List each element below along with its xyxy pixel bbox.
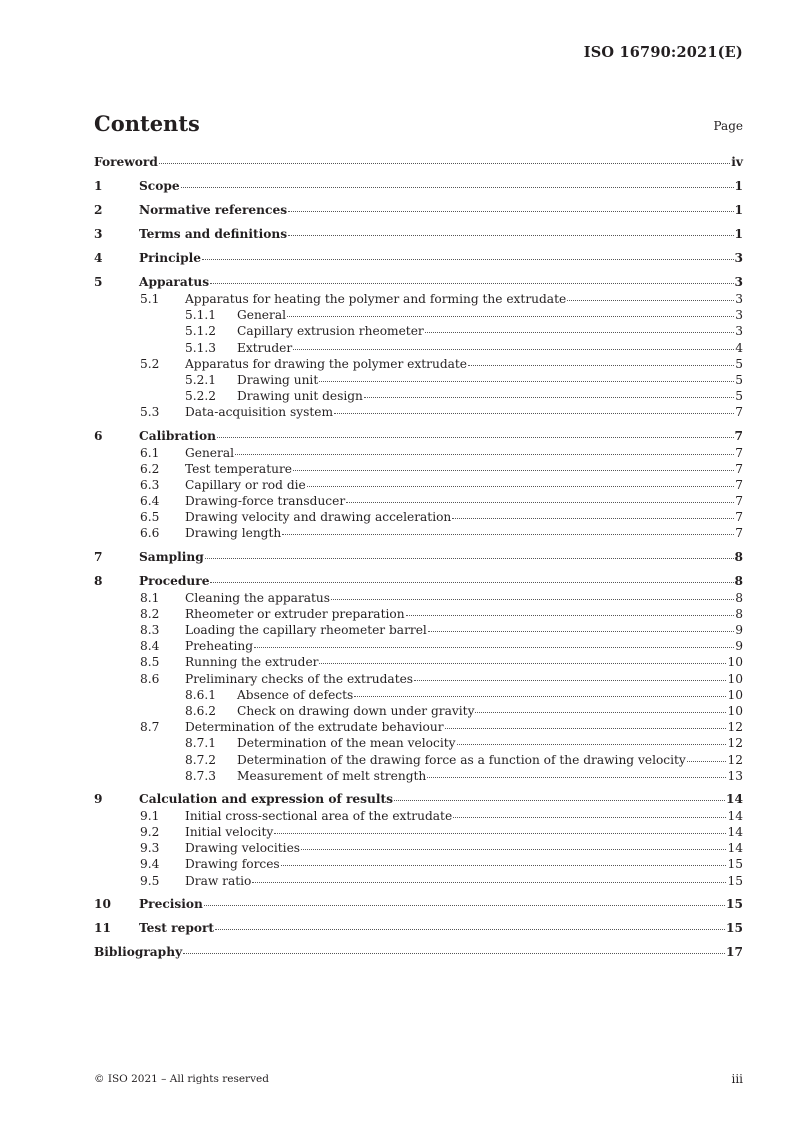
toc-entry[interactable]: [94, 623, 743, 639]
toc-entry[interactable]: [94, 550, 743, 567]
toc-entry-page: 9: [735, 623, 743, 637]
toc-entry-title: Initial velocity: [185, 825, 274, 840]
toc-spacer: [94, 268, 743, 275]
toc-leader-dots: [425, 331, 734, 333]
toc-entry[interactable]: [94, 324, 743, 340]
toc-leader-dots: [457, 743, 727, 745]
toc-leader-dots: [346, 501, 734, 503]
toc-entry[interactable]: [94, 736, 743, 752]
toc-entry-title: Calibration: [139, 428, 216, 443]
toc-entry-number: 8.1: [140, 590, 160, 605]
toc-entry[interactable]: [94, 155, 743, 172]
toc-entry-title: Extruder: [237, 340, 293, 355]
toc-entry-page: 15: [726, 896, 743, 911]
toc-entry-page: 3: [735, 308, 743, 323]
toc-entry[interactable]: [94, 753, 743, 769]
toc-entry-number: 5.2: [140, 356, 160, 371]
toc-entry-page: 1: [734, 203, 743, 217]
toc-entry-number: 6.5: [140, 510, 160, 525]
toc-entry-page: 1: [734, 179, 743, 193]
toc-entry-number: 6.4: [140, 494, 160, 509]
toc-entry-number: 5: [94, 275, 103, 289]
page-column-label: Page: [713, 119, 743, 133]
toc-entry-number: 4: [94, 251, 103, 265]
toc-leader-dots: [254, 646, 734, 648]
toc-entry-number: 11: [94, 920, 111, 935]
toc-entry[interactable]: [94, 357, 743, 373]
toc-entry[interactable]: [94, 921, 743, 938]
toc-entry[interactable]: [94, 720, 743, 736]
toc-leader-dots: [331, 598, 734, 600]
toc-entry[interactable]: [94, 292, 743, 308]
toc-entry-number: 5.3: [140, 405, 160, 420]
toc-leader-dots: [567, 299, 734, 301]
toc-entry-title: Determination of the mean velocity: [237, 736, 456, 751]
toc-entry-page: 5: [735, 372, 743, 387]
toc-entry-page: 7: [735, 477, 743, 492]
toc-entry-title: Preliminary checks of the extrudates: [185, 671, 414, 686]
toc-entry-page: 7: [735, 445, 743, 460]
document-id: ISO 16790:2021(E): [583, 44, 743, 61]
table-of-contents: [94, 155, 743, 962]
toc-entry-number: 6.3: [140, 477, 160, 492]
toc-entry[interactable]: [94, 874, 743, 890]
toc-entry[interactable]: [94, 574, 743, 591]
toc-entry[interactable]: [94, 446, 743, 462]
toc-entry[interactable]: [94, 809, 743, 825]
toc-entry[interactable]: [94, 688, 743, 704]
toc-entry-number: 6.2: [140, 461, 160, 476]
toc-entry-title: Cleaning the apparatus: [185, 590, 331, 605]
toc-entry[interactable]: [94, 429, 743, 446]
toc-entry-page: 15: [727, 873, 743, 888]
toc-entry[interactable]: [94, 341, 743, 357]
toc-entry-title: Drawing velocity and drawing acceleration: [185, 510, 452, 525]
toc-spacer: [94, 220, 743, 227]
toc-entry-number: 9.1: [140, 808, 160, 823]
toc-entry-page: 12: [727, 736, 743, 751]
toc-entry-number: 9.2: [140, 825, 160, 840]
toc-entry-title: Capillary or rod die: [185, 477, 306, 492]
toc-entry[interactable]: [94, 857, 743, 873]
toc-entry-number: 8.6: [140, 671, 160, 686]
toc-entry-title: Calculation and expression of results: [139, 791, 393, 806]
toc-entry[interactable]: [94, 251, 743, 268]
toc-entry[interactable]: [94, 655, 743, 671]
toc-entry-page: 12: [727, 752, 743, 767]
toc-entry-page: 14: [726, 791, 743, 806]
toc-entry[interactable]: [94, 308, 743, 324]
toc-entry[interactable]: [94, 462, 743, 478]
toc-entry-page: 13: [727, 768, 743, 783]
toc-entry-title: Check on drawing down under gravity: [237, 703, 475, 718]
toc-entry[interactable]: [94, 591, 743, 607]
toc-entry-number: 9: [94, 791, 103, 806]
toc-entry-title: Normative references: [139, 203, 288, 217]
toc-entry[interactable]: [94, 704, 743, 720]
toc-spacer: [94, 172, 743, 179]
toc-entry-page: 7: [735, 405, 743, 420]
toc-entry-page: 8: [734, 549, 743, 564]
toc-spacer: [94, 938, 743, 945]
toc-entry[interactable]: [94, 478, 743, 494]
toc-leader-dots: [235, 453, 734, 455]
toc-entry-page: iv: [731, 155, 743, 169]
toc-entry[interactable]: [94, 227, 743, 244]
toc-entry-page: 8: [735, 606, 743, 621]
toc-entry-page: 1: [734, 227, 743, 241]
toc-entry-page: 3: [734, 251, 743, 265]
toc-leader-dots: [293, 469, 734, 471]
toc-leader-dots: [274, 832, 726, 834]
toc-spacer: [94, 567, 743, 574]
toc-entry-page: 9: [735, 639, 743, 654]
toc-leader-dots: [181, 186, 734, 188]
toc-leader-dots: [217, 436, 734, 438]
toc-leader-dots: [301, 848, 726, 850]
toc-entry-number: 6.1: [140, 445, 160, 460]
toc-entry-title: Drawing unit design: [237, 389, 363, 404]
toc-leader-dots: [204, 904, 725, 906]
toc-entry-page: 14: [727, 825, 743, 840]
toc-entry-number: 5.1.2: [185, 324, 217, 339]
toc-leader-dots: [406, 614, 734, 616]
toc-entry[interactable]: [94, 639, 743, 655]
toc-entry-title: Drawing forces: [185, 857, 280, 872]
toc-leader-dots: [215, 928, 725, 930]
toc-entry-title: Preheating: [185, 639, 254, 654]
toc-entry-page: 10: [727, 655, 743, 670]
toc-entry-title: Drawing velocities: [185, 841, 301, 856]
toc-entry-number: 5.2.1: [185, 372, 217, 387]
toc-entry-title: Drawing-force transducer: [185, 494, 346, 509]
toc-leader-dots: [210, 581, 733, 583]
toc-entry-page: 17: [726, 944, 743, 959]
toc-entry-page: 7: [735, 461, 743, 476]
toc-leader-dots: [210, 282, 733, 284]
toc-entry[interactable]: [94, 841, 743, 857]
toc-spacer: [94, 890, 743, 897]
toc-entry-title: Data-acquisition system: [185, 405, 334, 420]
toc-leader-dots: [281, 864, 727, 866]
toc-leader-dots: [475, 711, 726, 713]
toc-entry-page: 14: [727, 841, 743, 856]
toc-entry-page: 15: [726, 920, 743, 935]
toc-entry-page: 4: [735, 340, 743, 355]
toc-entry-number: 2: [94, 203, 103, 217]
toc-entry-title: Test report: [139, 920, 215, 935]
toc-entry-title: Determination of the extrudate behaviour: [185, 720, 444, 735]
toc-entry-page: 12: [727, 720, 743, 735]
toc-entry[interactable]: [94, 373, 743, 389]
toc-entry-number: 10: [94, 896, 111, 911]
toc-entry-title: Terms and definitions: [139, 227, 288, 241]
toc-leader-dots: [159, 162, 730, 164]
toc-entry[interactable]: [94, 510, 743, 526]
toc-entry-number: 8.6.2: [185, 703, 217, 718]
toc-entry-title: Sampling: [139, 549, 204, 564]
toc-entry[interactable]: [94, 792, 743, 809]
toc-entry-title: Principle: [139, 251, 202, 265]
toc-spacer: [94, 422, 743, 429]
contents-heading: Contents: [94, 111, 200, 136]
toc-leader-dots: [319, 662, 726, 664]
toc-entry-page: 15: [727, 857, 743, 872]
toc-entry[interactable]: [94, 389, 743, 405]
toc-entry-page: 8: [734, 573, 743, 588]
toc-leader-dots: [427, 776, 726, 778]
toc-entry-number: 5.1.1: [185, 308, 217, 323]
toc-entry[interactable]: [94, 945, 743, 962]
toc-entry-number: 6: [94, 428, 103, 443]
toc-entry-page: 3: [734, 275, 743, 289]
toc-leader-dots: [282, 533, 734, 535]
toc-leader-dots: [364, 396, 734, 398]
toc-entry-number: 5.2.2: [185, 389, 217, 404]
toc-leader-dots: [687, 760, 727, 762]
toc-entry-number: 3: [94, 227, 103, 241]
toc-entry-page: 10: [727, 671, 743, 686]
toc-leader-dots: [453, 816, 726, 818]
toc-entry-title: Drawing length: [185, 526, 282, 541]
toc-entry-title: Rheometer or extruder preparation: [185, 606, 405, 621]
toc-entry[interactable]: [94, 405, 743, 421]
toc-entry-number: 1: [94, 179, 103, 193]
toc-entry-number: 8.6.1: [185, 687, 217, 702]
toc-entry-number: 6.6: [140, 526, 160, 541]
toc-entry[interactable]: [94, 897, 743, 914]
toc-entry-number: 8.7.1: [185, 736, 217, 751]
toc-leader-dots: [334, 412, 734, 414]
toc-entry-title: Measurement of melt strength: [237, 768, 427, 783]
toc-leader-dots: [202, 258, 733, 260]
toc-leader-dots: [252, 881, 726, 883]
toc-spacer: [94, 244, 743, 251]
toc-leader-dots: [445, 727, 727, 729]
toc-leader-dots: [394, 799, 725, 801]
toc-entry-page: 7: [735, 494, 743, 509]
toc-entry-title: Absence of defects: [237, 687, 354, 702]
toc-spacer: [94, 196, 743, 203]
toc-entry-page: 7: [735, 526, 743, 541]
toc-entry-title: Apparatus for heating the polymer and forming the extrudate: [185, 292, 567, 306]
toc-entry-title: Capillary extrusion rheometer: [237, 324, 424, 339]
toc-entry[interactable]: [94, 203, 743, 220]
toc-entry-number: 9.3: [140, 841, 160, 856]
toc-entry-page: 8: [735, 590, 743, 605]
toc-leader-dots: [205, 557, 734, 559]
toc-entry[interactable]: [94, 825, 743, 841]
page-number: iii: [731, 1072, 743, 1086]
toc-entry-title: Apparatus for drawing the polymer extrudate: [185, 356, 467, 371]
toc-leader-dots: [468, 364, 734, 366]
toc-leader-dots: [183, 952, 725, 954]
toc-entry-title: General: [237, 308, 286, 323]
toc-entry-number: 8.3: [140, 623, 160, 637]
toc-entry-number: 8.4: [140, 639, 160, 654]
toc-entry-title: Draw ratio: [185, 873, 252, 888]
toc-entry[interactable]: [94, 494, 743, 510]
toc-entry-title: Determination of the drawing force as a function of the drawing velocity: [237, 752, 686, 767]
toc-leader-dots: [354, 695, 726, 697]
toc-entry-number: 8: [94, 573, 103, 588]
toc-entry-title: Initial cross-sectional area of the extrudate: [185, 808, 453, 823]
toc-leader-dots: [319, 380, 734, 382]
toc-entry[interactable]: [94, 607, 743, 623]
toc-entry[interactable]: [94, 526, 743, 542]
toc-entry-title: Scope: [139, 179, 180, 193]
toc-entry-title: Drawing unit: [237, 372, 319, 387]
toc-spacer: [94, 785, 743, 792]
toc-entry-number: 9.4: [140, 857, 160, 872]
toc-entry-page: 3: [735, 292, 743, 306]
toc-entry-page: 10: [727, 687, 743, 702]
toc-entry-number: 8.7.3: [185, 768, 217, 783]
toc-leader-dots: [428, 630, 734, 632]
toc-entry-number: 7: [94, 549, 103, 564]
toc-entry-title: Running the extruder: [185, 655, 319, 670]
toc-leader-dots: [293, 348, 734, 350]
copyright-footer: © ISO 2021 – All rights reserved: [94, 1073, 269, 1085]
toc-leader-dots: [452, 517, 734, 519]
toc-entry[interactable]: [94, 769, 743, 785]
toc-spacer: [94, 543, 743, 550]
toc-entry-title: Procedure: [139, 573, 210, 588]
toc-entry-number: 8.5: [140, 655, 160, 670]
toc-entry-title: Apparatus: [139, 275, 210, 289]
toc-entry-page: 7: [734, 428, 743, 443]
toc-entry-title: Test temperature: [185, 461, 292, 476]
toc-entry-number: 8.7: [140, 720, 160, 735]
toc-leader-dots: [288, 234, 733, 236]
toc-leader-dots: [287, 315, 734, 317]
toc-entry-number: 8.2: [140, 606, 160, 621]
toc-entry[interactable]: [94, 275, 743, 292]
toc-entry-page: 5: [735, 356, 743, 371]
toc-entry-page: 7: [735, 510, 743, 525]
toc-leader-dots: [307, 485, 734, 487]
toc-entry-page: 3: [735, 324, 743, 339]
toc-entry-title: General: [185, 445, 234, 460]
toc-entry-title: Precision: [139, 896, 203, 911]
toc-entry-number: 8.7.2: [185, 752, 217, 767]
toc-entry-title: Loading the capillary rheometer barrel: [185, 623, 427, 637]
toc-entry-page: 10: [727, 703, 743, 718]
toc-leader-dots: [414, 679, 726, 681]
toc-entry-page: 14: [727, 808, 743, 823]
toc-entry[interactable]: [94, 179, 743, 196]
toc-entry-title: Foreword: [94, 155, 158, 169]
toc-entry-number: 5.1: [140, 292, 160, 306]
toc-spacer: [94, 914, 743, 921]
toc-entry-number: 5.1.3: [185, 340, 217, 355]
toc-leader-dots: [288, 210, 733, 212]
toc-entry[interactable]: [94, 672, 743, 688]
toc-entry-page: 5: [735, 389, 743, 404]
toc-entry-number: 9.5: [140, 873, 160, 888]
toc-entry-title: Bibliography: [94, 944, 183, 959]
